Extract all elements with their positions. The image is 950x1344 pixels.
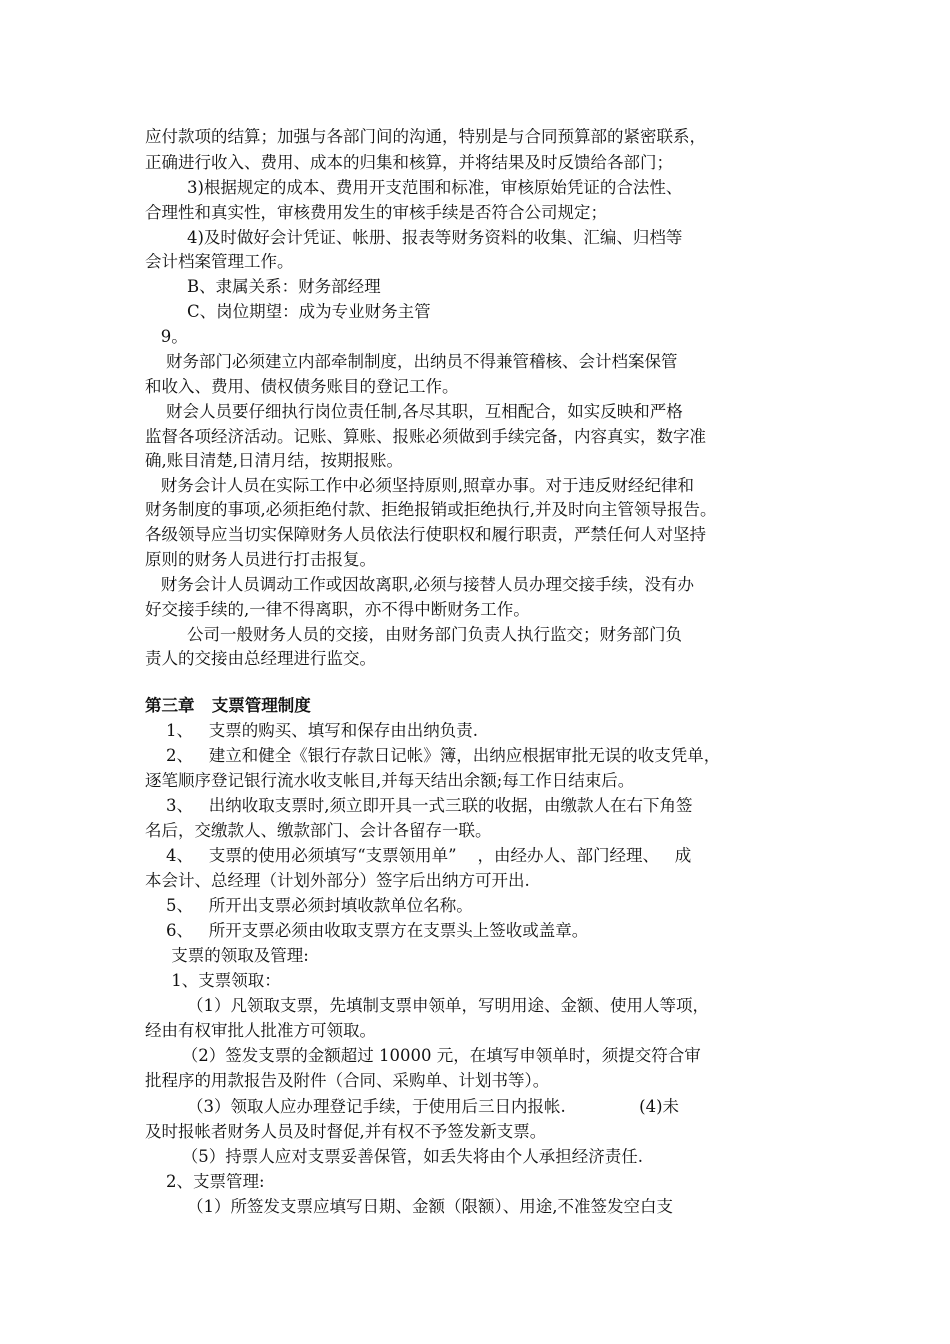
text-line: 1、支票领取： [145,971,281,990]
text-line: 会计档案管理工作。 [145,252,294,271]
text-line: 和收入、费用、债权债务账目的登记工作。 [145,377,459,396]
text-line: 批程序的用款报告及附件（合同、采购单、计划书等）。 [145,1071,550,1090]
text-line: 合理性和真实性，审核费用发生的审核手续是否符合公司规定； [145,203,607,222]
text-line: 1、 支票的购买、填写和保存由出纳负责. [145,721,478,740]
text-line: （5）持票人应对支票妥善保管，如丢失将由个人承担经济责任. [145,1147,643,1166]
text-line: 监督各项经济活动。记账、算账、报账必须做到手续完备，内容真实，数字准 [145,427,706,446]
text-line: 确,账目清楚,日清月结，按期报账。 [145,451,403,470]
text-line: 5、 所开出支票必须封填收款单位名称。 [145,896,473,915]
text-line: 4、 支票的使用必须填写“支票领用单” ，由经办人、部门经理、 成 [145,846,692,865]
text-line: 2、 建立和健全《银行存款日记帐》簿，出纳应根据审批无误的收支凭单， [145,746,721,765]
text-line: B、隶属关系：财务部经理 [145,277,381,296]
text-line: 好交接手续的,一律不得离职，亦不得中断财务工作。 [145,600,530,619]
text-line: 应付款项的结算；加强与各部门间的沟通，特别是与合同预算部的紧密联系， [145,127,706,146]
text-line: 3、 出纳收取支票时,须立即开具一式三联的收据，由缴款人在右下角签 [145,796,693,815]
text-line: （3）领取人应办理登记手续，于使用后三日内报帐. (4)未 [145,1097,680,1116]
text-line: （2）签发支票的金额超过 10000 元，在填写申领单时，须提交符合审 [145,1046,701,1065]
text-line: 名后，交缴款人、缴款部门、会计各留存一联。 [145,821,492,840]
text-line: 6、 所开支票必须由收取支票方在支票头上签收或盖章。 [145,921,589,940]
text-line: 2、支票管理: [145,1172,265,1191]
text-line: 原则的财务人员进行打击报复。 [145,550,376,569]
text-line: 9。 [145,327,188,346]
text-line: 财务会计人员调动工作或因故离职,必须与接替人员办理交接手续，没有办 [145,575,694,594]
text-line: 4)及时做好会计凭证、帐册、报表等财务资料的收集、汇编、归档等 [145,228,683,247]
text-line: 3)根据规定的成本、费用开支范围和标准，审核原始凭证的合法性、 [145,178,683,197]
text-line: 公司一般财务人员的交接，由财务部门负责人执行监交；财务部门负 [145,625,682,644]
text-line: 财会人员要仔细执行岗位责任制,各尽其职，互相配合，如实反映和严格 [145,402,683,421]
text-line: 财务会计人员在实际工作中必须坚持原则,照章办事。对于违反财经纪律和 [145,476,694,495]
text-line: 及时报帐者财务人员及时督促,并有权不予签发新支票。 [145,1122,547,1141]
text-line: 本会计、总经理（计划外部分）签字后出纳方可开出. [145,871,530,890]
text-line: 逐笔顺序登记银行流水收支帐目,并每天结出余额;每工作日结束后。 [145,771,635,790]
text-line: C、岗位期望：成为专业财务主管 [145,302,431,321]
text-line: （1）所签发支票应填写日期、金额（限额）、用途,不准签发空白支 [145,1197,673,1216]
text-line: 支票的领取及管理: [145,946,309,965]
text-line: （1）凡领取支票，先填制支票申领单，写明用途、金额、使用人等项， [145,996,709,1015]
text-line: 财务制度的事项,必须拒绝付款、拒绝报销或拒绝执行,并及时向主管领导报告。 [145,500,717,519]
text-line: 各级领导应当切实保障财务人员依法行使职权和履行职责，严禁任何人对坚持 [145,525,706,544]
text-line: 责人的交接由总经理进行监交。 [145,649,376,668]
text-line: 正确进行收入、费用、成本的归集和核算，并将结果及时反馈给各部门； [145,153,673,172]
text-line: 经由有权审批人批准方可领取。 [145,1021,376,1040]
text-line: 财务部门必须建立内部牵制制度，出纳员不得兼管稽核、会计档案保管 [145,352,678,371]
chapter-heading: 第三章 支票管理制度 [145,696,311,715]
